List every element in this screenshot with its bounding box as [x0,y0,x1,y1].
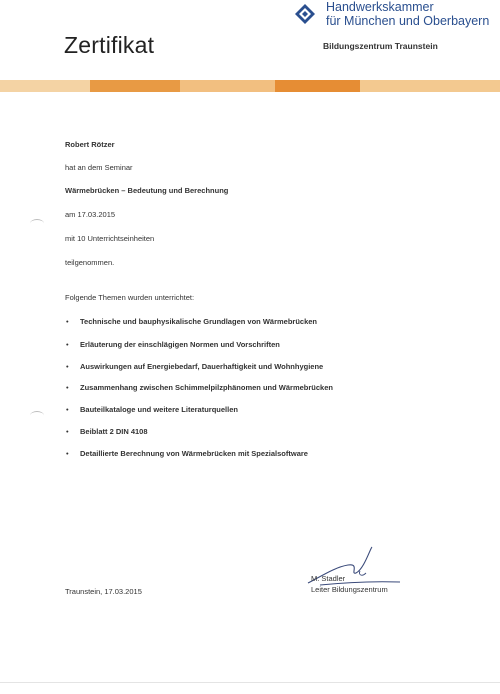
organization-name [326,0,489,28]
bullet: • [66,362,69,371]
band-segment [275,80,360,92]
band-segment [180,80,275,92]
intro-text: hat an dem Seminar [65,163,133,172]
page-edge [0,682,500,683]
header-band [0,80,500,92]
bullet: • [66,340,69,349]
band-segment [90,80,180,92]
punch-hole [30,411,44,420]
bullet: • [66,317,69,326]
signatory-role: Leiter Bildungszentrum [311,585,388,594]
seminar-date: am 17.03.2015 [65,210,116,219]
organization-name-line2: für München und Oberbayern [326,14,490,28]
seminar-title: Wärmebrücken – Bedeutung und Berechnung [65,186,229,195]
bullet: • [66,383,69,392]
topic-item: Auswirkungen auf Energiebedarf, Dauerhaftigkeit und Wohnhygiene [80,362,324,371]
completion-text: teilgenommen. [65,258,115,267]
hwk-logo-icon [294,3,316,25]
signatory-name: M. Stadler [311,574,346,583]
band-segment [360,80,500,92]
bullet: • [66,449,69,458]
topic-item: Zusammenhang zwischen Schimmelpilzphänomen und Wärmebrücken [80,383,333,392]
topic-item: Technische und bauphysikalische Grundlagen von Wärmebrücken [80,317,318,326]
topics-heading: Folgende Themen wurden unterrichtet: [65,293,195,302]
teaching-units: mit 10 Unterrichtseinheiten [65,234,155,243]
organization-name-line1: Handwerkskammer [326,0,434,14]
band-segment [0,80,90,92]
bullet: • [66,405,69,414]
training-center: Bildungszentrum Traunstein [323,41,438,51]
bullet: • [66,427,69,436]
certificate-title: Zertifikat [64,32,155,58]
punch-hole [30,219,44,228]
recipient-name: Robert Rötzer [65,140,115,149]
topic-item: Erläuterung der einschlägigen Normen und Vorschriften [80,340,280,349]
topic-item: Detaillierte Berechnung von Wärmebrücken mit Spezialsoftware [80,449,308,458]
place-date: Traunstein, 17.03.2015 [65,587,142,596]
topic-item: Beiblatt 2 DIN 4108 [80,427,148,436]
topic-item: Bauteilkataloge und weitere Literaturquellen [80,405,238,414]
